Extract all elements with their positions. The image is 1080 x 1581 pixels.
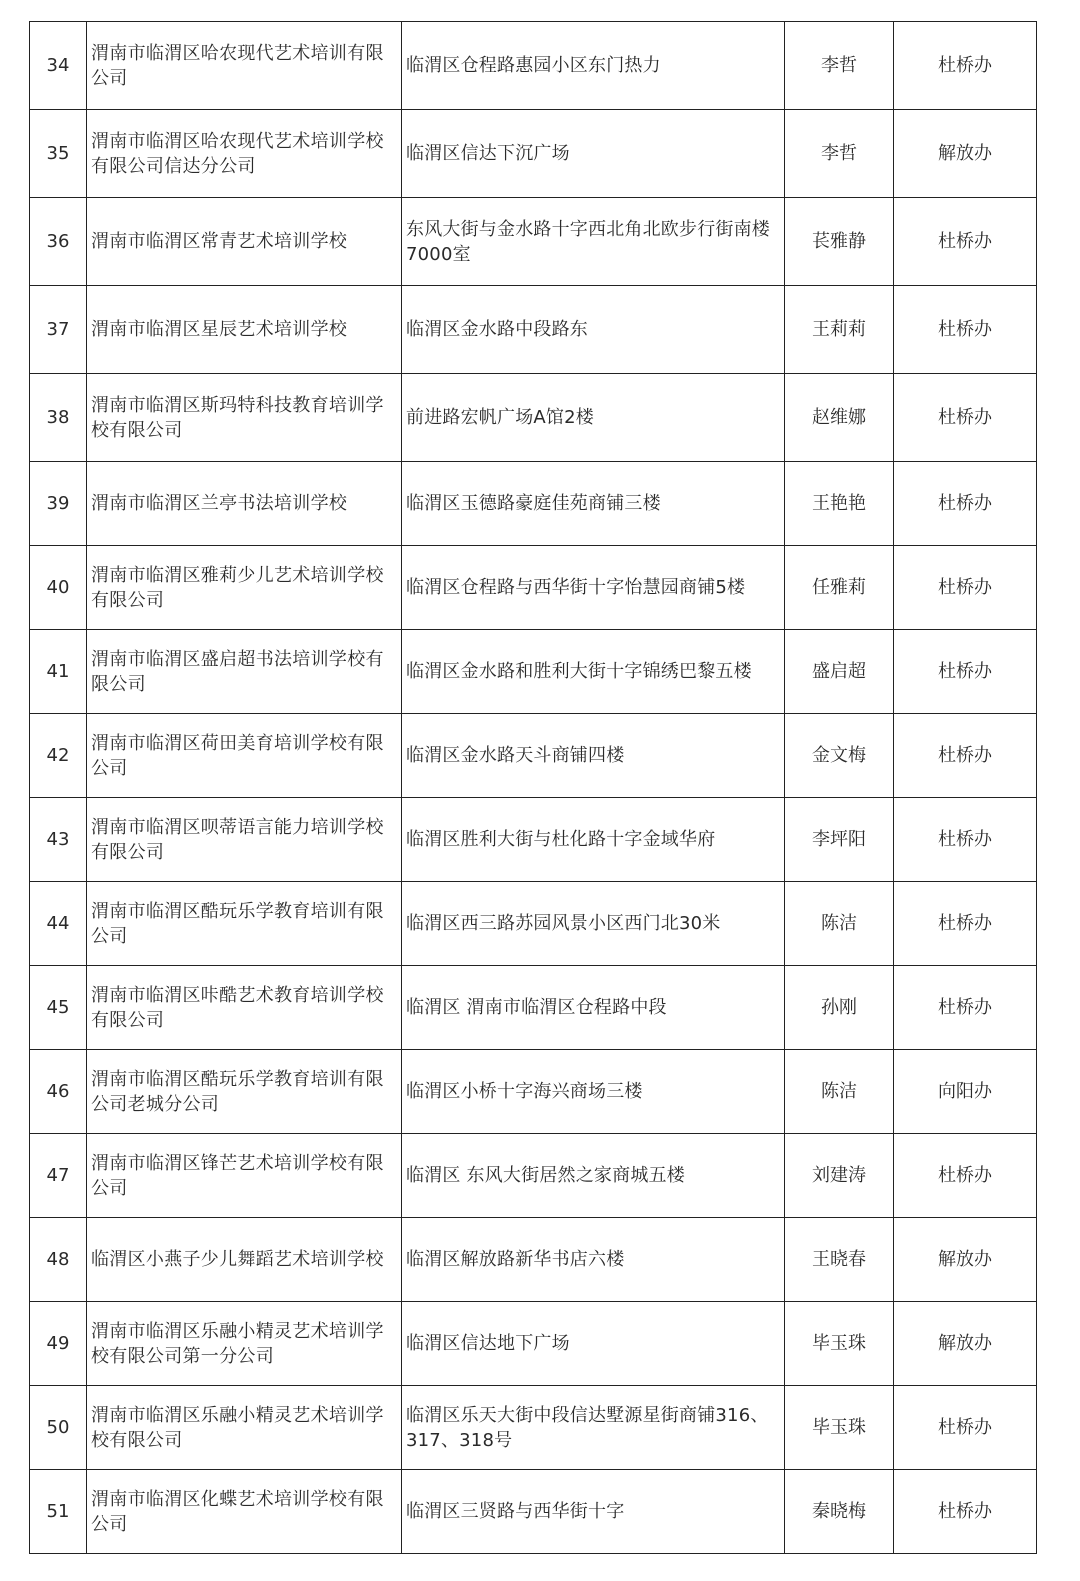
school-address: 临渭区解放路新华书店六楼: [402, 1218, 785, 1302]
table-row: [30, 462, 1037, 546]
school-address: 临渭区西三路苏园风景小区西门北30米: [402, 882, 785, 966]
table-row: [30, 630, 1037, 714]
school-name: 临渭区小燕子少儿舞蹈艺术培训学校: [87, 1218, 402, 1302]
row-number: 35: [30, 110, 87, 198]
street-office: 杜桥办: [894, 714, 1037, 798]
row-number: 36: [30, 198, 87, 286]
school-name: 渭南市临渭区呗蒂语言能力培训学校有限公司: [87, 798, 402, 882]
table-row: [30, 714, 1037, 798]
contact-person: 陈洁: [785, 1050, 894, 1134]
street-office: 杜桥办: [894, 798, 1037, 882]
row-number: 38: [30, 374, 87, 462]
school-name: 渭南市临渭区酷玩乐学教育培训有限公司老城分公司: [87, 1050, 402, 1134]
row-number: 42: [30, 714, 87, 798]
contact-person: 金文梅: [785, 714, 894, 798]
contact-person: 赵维娜: [785, 374, 894, 462]
school-name: 渭南市临渭区乐融小精灵艺术培训学校有限公司第一分公司: [87, 1302, 402, 1386]
contact-person: 盛启超: [785, 630, 894, 714]
table-row: [30, 374, 1037, 462]
table-row: [30, 966, 1037, 1050]
contact-person: 毕玉珠: [785, 1386, 894, 1470]
school-address: 临渭区胜利大街与杜化路十字金域华府: [402, 798, 785, 882]
street-office: 杜桥办: [894, 286, 1037, 374]
row-number: 49: [30, 1302, 87, 1386]
school-address: 临渭区金水路天斗商铺四楼: [402, 714, 785, 798]
school-name: 渭南市临渭区荷田美育培训学校有限公司: [87, 714, 402, 798]
table-row: [30, 110, 1037, 198]
school-name: 渭南市临渭区星辰艺术培训学校: [87, 286, 402, 374]
street-office: 杜桥办: [894, 462, 1037, 546]
table-row: [30, 1050, 1037, 1134]
school-address: 临渭区 东风大街居然之家商城五楼: [402, 1134, 785, 1218]
row-number: 50: [30, 1386, 87, 1470]
school-name: 渭南市临渭区兰亭书法培训学校: [87, 462, 402, 546]
row-number: 48: [30, 1218, 87, 1302]
contact-person: 刘建涛: [785, 1134, 894, 1218]
street-office: 杜桥办: [894, 1470, 1037, 1554]
table-row: [30, 22, 1037, 110]
school-address: 临渭区仓程路与西华街十字怡慧园商铺5楼: [402, 546, 785, 630]
table-row: [30, 1470, 1037, 1554]
table-row: [30, 198, 1037, 286]
street-office: 杜桥办: [894, 1386, 1037, 1470]
row-number: 40: [30, 546, 87, 630]
school-address: 临渭区 渭南市临渭区仓程路中段: [402, 966, 785, 1050]
row-number: 46: [30, 1050, 87, 1134]
street-office: 杜桥办: [894, 546, 1037, 630]
school-name: 渭南市临渭区哈农现代艺术培训学校有限公司信达分公司: [87, 110, 402, 198]
row-number: 51: [30, 1470, 87, 1554]
row-number: 37: [30, 286, 87, 374]
contact-person: 毕玉珠: [785, 1302, 894, 1386]
contact-person: 李哲: [785, 110, 894, 198]
contact-person: 陈洁: [785, 882, 894, 966]
school-address: 临渭区玉德路豪庭佳苑商铺三楼: [402, 462, 785, 546]
street-office: 杜桥办: [894, 630, 1037, 714]
school-name: 渭南市临渭区锋芒艺术培训学校有限公司: [87, 1134, 402, 1218]
school-address: 临渭区金水路中段路东: [402, 286, 785, 374]
row-number: 47: [30, 1134, 87, 1218]
school-name: 渭南市临渭区咔酷艺术教育培训学校有限公司: [87, 966, 402, 1050]
contact-person: 李哲: [785, 22, 894, 110]
contact-person: 秦晓梅: [785, 1470, 894, 1554]
contact-person: 苌雅静: [785, 198, 894, 286]
street-office: 向阳办: [894, 1050, 1037, 1134]
street-office: 杜桥办: [894, 374, 1037, 462]
school-address: 前进路宏帆广场A馆2楼: [402, 374, 785, 462]
table-row: [30, 1218, 1037, 1302]
street-office: 解放办: [894, 1302, 1037, 1386]
street-office: 杜桥办: [894, 882, 1037, 966]
school-address: 临渭区小桥十字海兴商场三楼: [402, 1050, 785, 1134]
street-office: 解放办: [894, 110, 1037, 198]
street-office: 杜桥办: [894, 22, 1037, 110]
school-name: 渭南市临渭区酷玩乐学教育培训有限公司: [87, 882, 402, 966]
school-address: 临渭区乐天大街中段信达墅源星街商铺316、317、318号: [402, 1386, 785, 1470]
school-name: 渭南市临渭区乐融小精灵艺术培训学校有限公司: [87, 1386, 402, 1470]
table-row: [30, 798, 1037, 882]
contact-person: 李坪阳: [785, 798, 894, 882]
school-address: 临渭区信达地下广场: [402, 1302, 785, 1386]
street-office: 杜桥办: [894, 966, 1037, 1050]
street-office: 杜桥办: [894, 1134, 1037, 1218]
school-address: 临渭区信达下沉广场: [402, 110, 785, 198]
table-row: [30, 882, 1037, 966]
row-number: 45: [30, 966, 87, 1050]
table-row: [30, 1134, 1037, 1218]
contact-person: 王艳艳: [785, 462, 894, 546]
contact-person: 孙刚: [785, 966, 894, 1050]
school-name: 渭南市临渭区斯玛特科技教育培训学校有限公司: [87, 374, 402, 462]
contact-person: 任雅莉: [785, 546, 894, 630]
street-office: 杜桥办: [894, 198, 1037, 286]
row-number: 44: [30, 882, 87, 966]
row-number: 39: [30, 462, 87, 546]
school-address: 东风大街与金水路十字西北角北欧步行街南楼7000室: [402, 198, 785, 286]
school-address: 临渭区仓程路惠园小区东门热力: [402, 22, 785, 110]
row-number: 43: [30, 798, 87, 882]
school-address: 临渭区三贤路与西华街十字: [402, 1470, 785, 1554]
contact-person: 王莉莉: [785, 286, 894, 374]
contact-person: 王晓春: [785, 1218, 894, 1302]
school-name: 渭南市临渭区化蝶艺术培训学校有限公司: [87, 1470, 402, 1554]
school-name: 渭南市临渭区常青艺术培训学校: [87, 198, 402, 286]
school-name: 渭南市临渭区哈农现代艺术培训有限公司: [87, 22, 402, 110]
table-row: [30, 546, 1037, 630]
school-name: 渭南市临渭区雅莉少儿艺术培训学校有限公司: [87, 546, 402, 630]
school-name: 渭南市临渭区盛启超书法培训学校有限公司: [87, 630, 402, 714]
school-address: 临渭区金水路和胜利大街十字锦绣巴黎五楼: [402, 630, 785, 714]
training-school-table: [29, 21, 1037, 1554]
table-row: [30, 1386, 1037, 1470]
row-number: 41: [30, 630, 87, 714]
street-office: 解放办: [894, 1218, 1037, 1302]
table-row: [30, 286, 1037, 374]
table-row: [30, 1302, 1037, 1386]
row-number: 34: [30, 22, 87, 110]
